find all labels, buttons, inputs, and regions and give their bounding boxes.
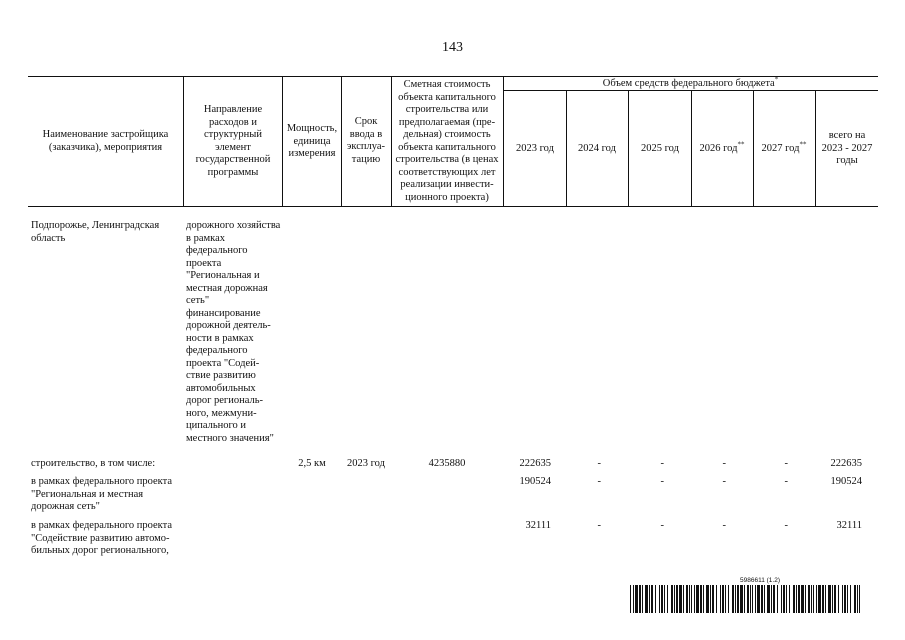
row-name: строительство, в том числе: [31, 458, 156, 469]
footnote-mark: ** [799, 140, 807, 149]
object-name: Подпорожье, Ленинградская область [31, 220, 160, 244]
year-header-2024 [567, 143, 627, 156]
row-value-2027: - [784, 476, 788, 487]
row-name: в рамках федерального проекта "Региональная и местная дорожная сеть" [31, 476, 173, 512]
barcode-caption: 5986611 (1.2) [740, 577, 780, 584]
barcode-image [630, 585, 860, 613]
row-value-2026: - [722, 476, 726, 487]
year-label: 2024 год [578, 143, 616, 154]
header-top-rule [28, 76, 878, 77]
footnote-mark: ** [737, 140, 745, 149]
row-term: 2023 год [347, 458, 385, 469]
header-divider [341, 76, 342, 206]
header-capacity: Мощность, единица измерения [286, 123, 338, 159]
row-value-2024: - [597, 476, 601, 487]
page-number: 143 [442, 40, 463, 55]
row-cost: 4235880 [428, 458, 466, 469]
row-value-total: 222635 [830, 458, 862, 469]
header-cost: Сметная стоимость объекта капитального строительства или предполагаемая (пре-дельная) стоимость объекта капитального строительства (в ценах соответствующих лет реализации инвести-ционного проекта) [395, 79, 499, 203]
header-divider [503, 76, 504, 206]
row-value-2026: - [722, 520, 726, 531]
header-divider [282, 76, 283, 206]
budget-group-text: Объем средств федерального бюджета [602, 78, 775, 89]
header-term: Срок ввода в эксплуа-тацию [346, 116, 386, 165]
header-divider [391, 76, 392, 206]
year-header-total [818, 130, 876, 168]
row-capacity: 2,5 км [298, 458, 326, 469]
row-value-total: 32111 [836, 520, 862, 531]
row-name: в рамках федерального проекта "Содействие развитию автомо-бильных дорог регионального, [31, 520, 173, 556]
row-value-2025: - [660, 520, 664, 531]
row-value-2025: - [660, 476, 664, 487]
object-direction: дорожного хозяйства в рамках федерального проекта "Региональная и местная дорожная сеть" финансирование дорожной деятель-ности в рамках федерального проекта "Содей-ствие развитию автомобильных дорог региональ-ного, межмуни-ципального и местного значения" [186, 220, 281, 444]
header-direction: Направление расходов и структурный элемент государственной программы [195, 104, 271, 178]
header-divider [815, 90, 816, 206]
header-bottom-rule [28, 206, 878, 207]
year-header-2026 [692, 140, 752, 156]
year-label: 2025 год [641, 143, 679, 154]
header-name: Наименование застройщика (заказчика), мероприятия [42, 129, 169, 153]
year-header-2023 [505, 143, 565, 156]
year-header-2025 [630, 143, 690, 156]
row-value-2023: 190524 [519, 476, 551, 487]
row-value-2023: 222635 [519, 458, 551, 469]
row-value-total: 190524 [830, 476, 862, 487]
row-value-2023: 32111 [525, 520, 551, 531]
year-header-2027 [754, 140, 814, 156]
row-value-2027: - [784, 458, 788, 469]
year-label: 2023 год [516, 143, 554, 154]
row-value-2025: - [660, 458, 664, 469]
row-value-2027: - [784, 520, 788, 531]
footnote-mark: * [774, 75, 779, 84]
year-label: 2027 год [761, 143, 800, 154]
header-divider [183, 76, 184, 206]
header-divider [628, 90, 629, 206]
row-value-2026: - [722, 458, 726, 469]
row-value-2024: - [597, 458, 601, 469]
year-label: 2026 год [699, 143, 738, 154]
budget-group-label [505, 75, 876, 91]
year-label: всего на 2023 - 2027 годы [821, 130, 873, 166]
row-value-2024: - [597, 520, 601, 531]
